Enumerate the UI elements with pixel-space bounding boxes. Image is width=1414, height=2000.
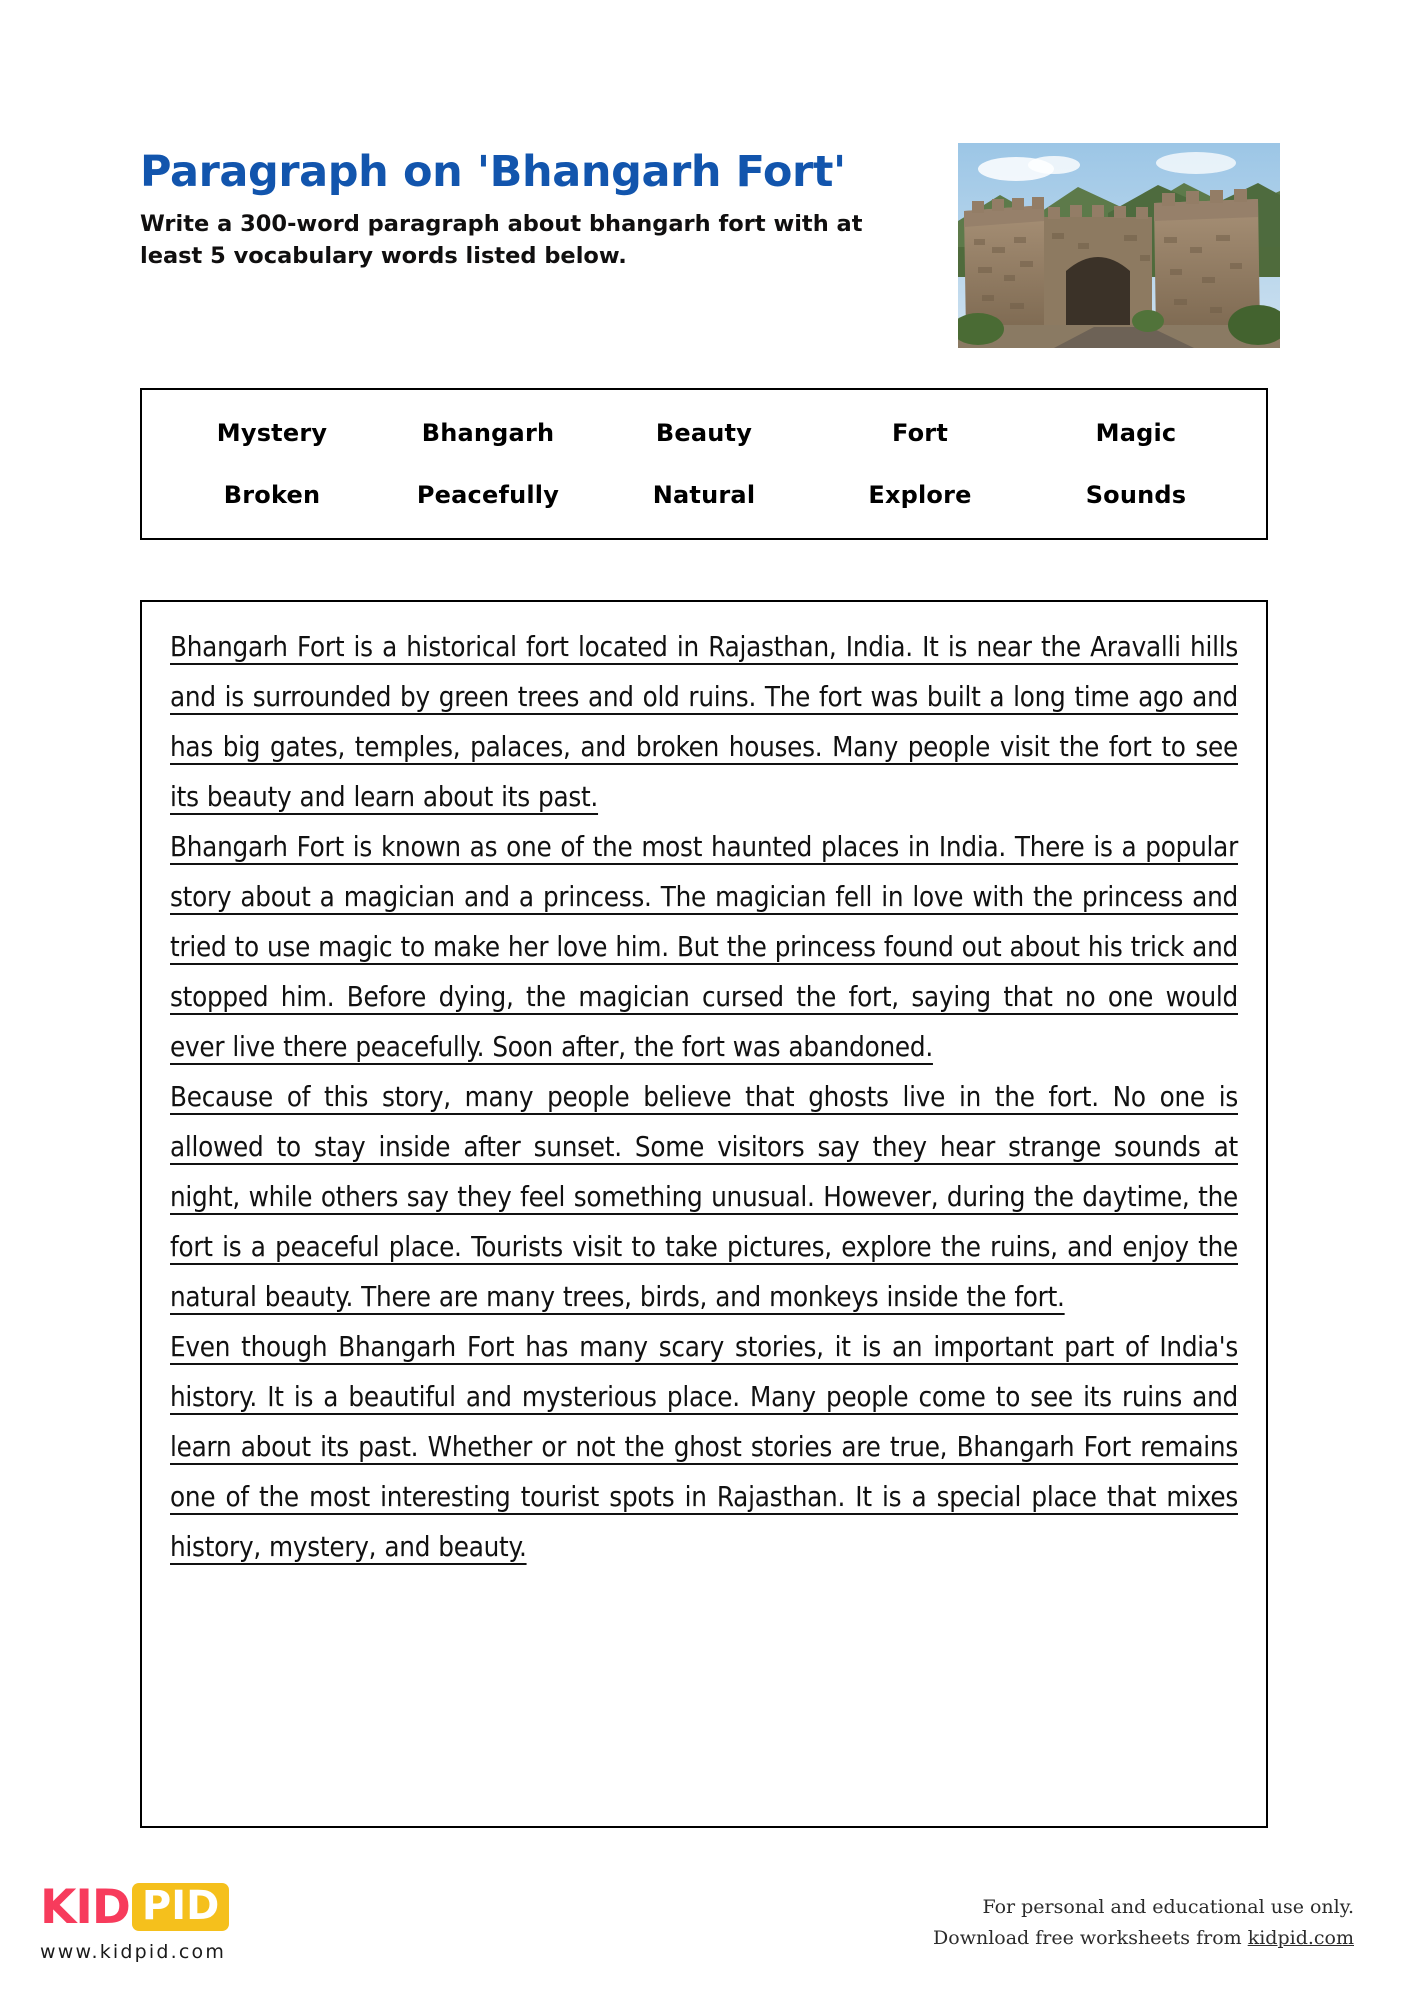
vocab-word: Magic [1095, 419, 1177, 447]
page-footer [0, 1862, 1414, 2000]
vocab-word: Mystery [216, 419, 328, 447]
vocab-word: Explore [868, 481, 972, 509]
vocab-word: Beauty [655, 419, 753, 447]
paragraph-1: Bhangarh Fort is a historical fort located in Rajasthan, India. It is near the Aravalli hills and is surrounded by green trees and old ruins. The fort was built a long time ago and has big gates, temples, palaces, and broken houses. Many people visit the fort to see its beauty and learn about its past. [170, 631, 1238, 813]
vocabulary-word-box [140, 388, 1268, 540]
vocab-word: Peacefully [416, 481, 560, 509]
logo-website-url: www.kidpid.com [40, 1941, 227, 1963]
vocabulary-row-1 [164, 402, 1244, 464]
vocab-word: Sounds [1085, 481, 1187, 509]
paragraph-2: Bhangarh Fort is known as one of the most haunted places in India. There is a popular story about a magician and a princess. The magician fell in love with the princess and tried to use magic to make her love him. But the princess found out about his trick and stopped him. Before dying, the magician cursed the fort, saying that no one would ever live there peacefully. Soon after, the fort was abandoned. [170, 831, 1238, 1063]
worksheet-instructions: Write a 300-word paragraph about bhangarh fort with at least 5 vocabulary words listed below. [140, 211, 863, 270]
vocabulary-row-2 [164, 464, 1244, 526]
vocab-word: Fort [891, 419, 949, 447]
paragraph-answer-box[interactable] [140, 600, 1268, 1828]
footer-note-prefix: Download free worksheets from [933, 1926, 1248, 1949]
vocab-word: Natural [652, 481, 756, 509]
kidpid-logo[interactable] [40, 1880, 370, 1963]
footer-note-line-1: For personal and educational use only. [982, 1896, 1354, 1918]
kidpid-link[interactable]: kidpid.com [1247, 1926, 1354, 1949]
paragraph-3: Because of this story, many people believe that ghosts live in the fort. No one is allowed to stay inside after sunset. Some visitors say they hear strange sounds at night, while others say they feel something unusual. However, during the daytime, the fort is a peaceful place. Tourists visit to take pictures, explore the ruins, and enjoy the natural beauty. There are many trees, birds, and monkeys inside the fort. [170, 1081, 1238, 1313]
vocab-word: Broken [223, 481, 321, 509]
footer-note-line-2 [933, 1923, 1354, 1954]
header-text-block [140, 147, 960, 273]
logo-kid-text: KID [40, 1879, 130, 1935]
bhangarh-fort-image [958, 143, 1280, 348]
vocab-word: Bhangarh [421, 419, 555, 447]
page-title: Paragraph on 'Bhangarh Fort' [140, 147, 846, 197]
fort-illustration [958, 143, 1280, 348]
paragraph-4: Even though Bhangarh Fort has many scary stories, it is an important part of India's history. It is a beautiful and mysterious place. Many people come to see its ruins and learn about its past. Whether or not the ghost stories are true, Bhangarh Fort remains one of the most interesting tourist spots in Rajasthan. It is a special place that mixes history, mystery, and beauty. [170, 1331, 1238, 1563]
logo-pid-text: PID [132, 1883, 229, 1931]
worksheet-header [140, 147, 1280, 365]
logo-wordmark [40, 1880, 370, 1934]
footer-usage-note [933, 1892, 1354, 1954]
